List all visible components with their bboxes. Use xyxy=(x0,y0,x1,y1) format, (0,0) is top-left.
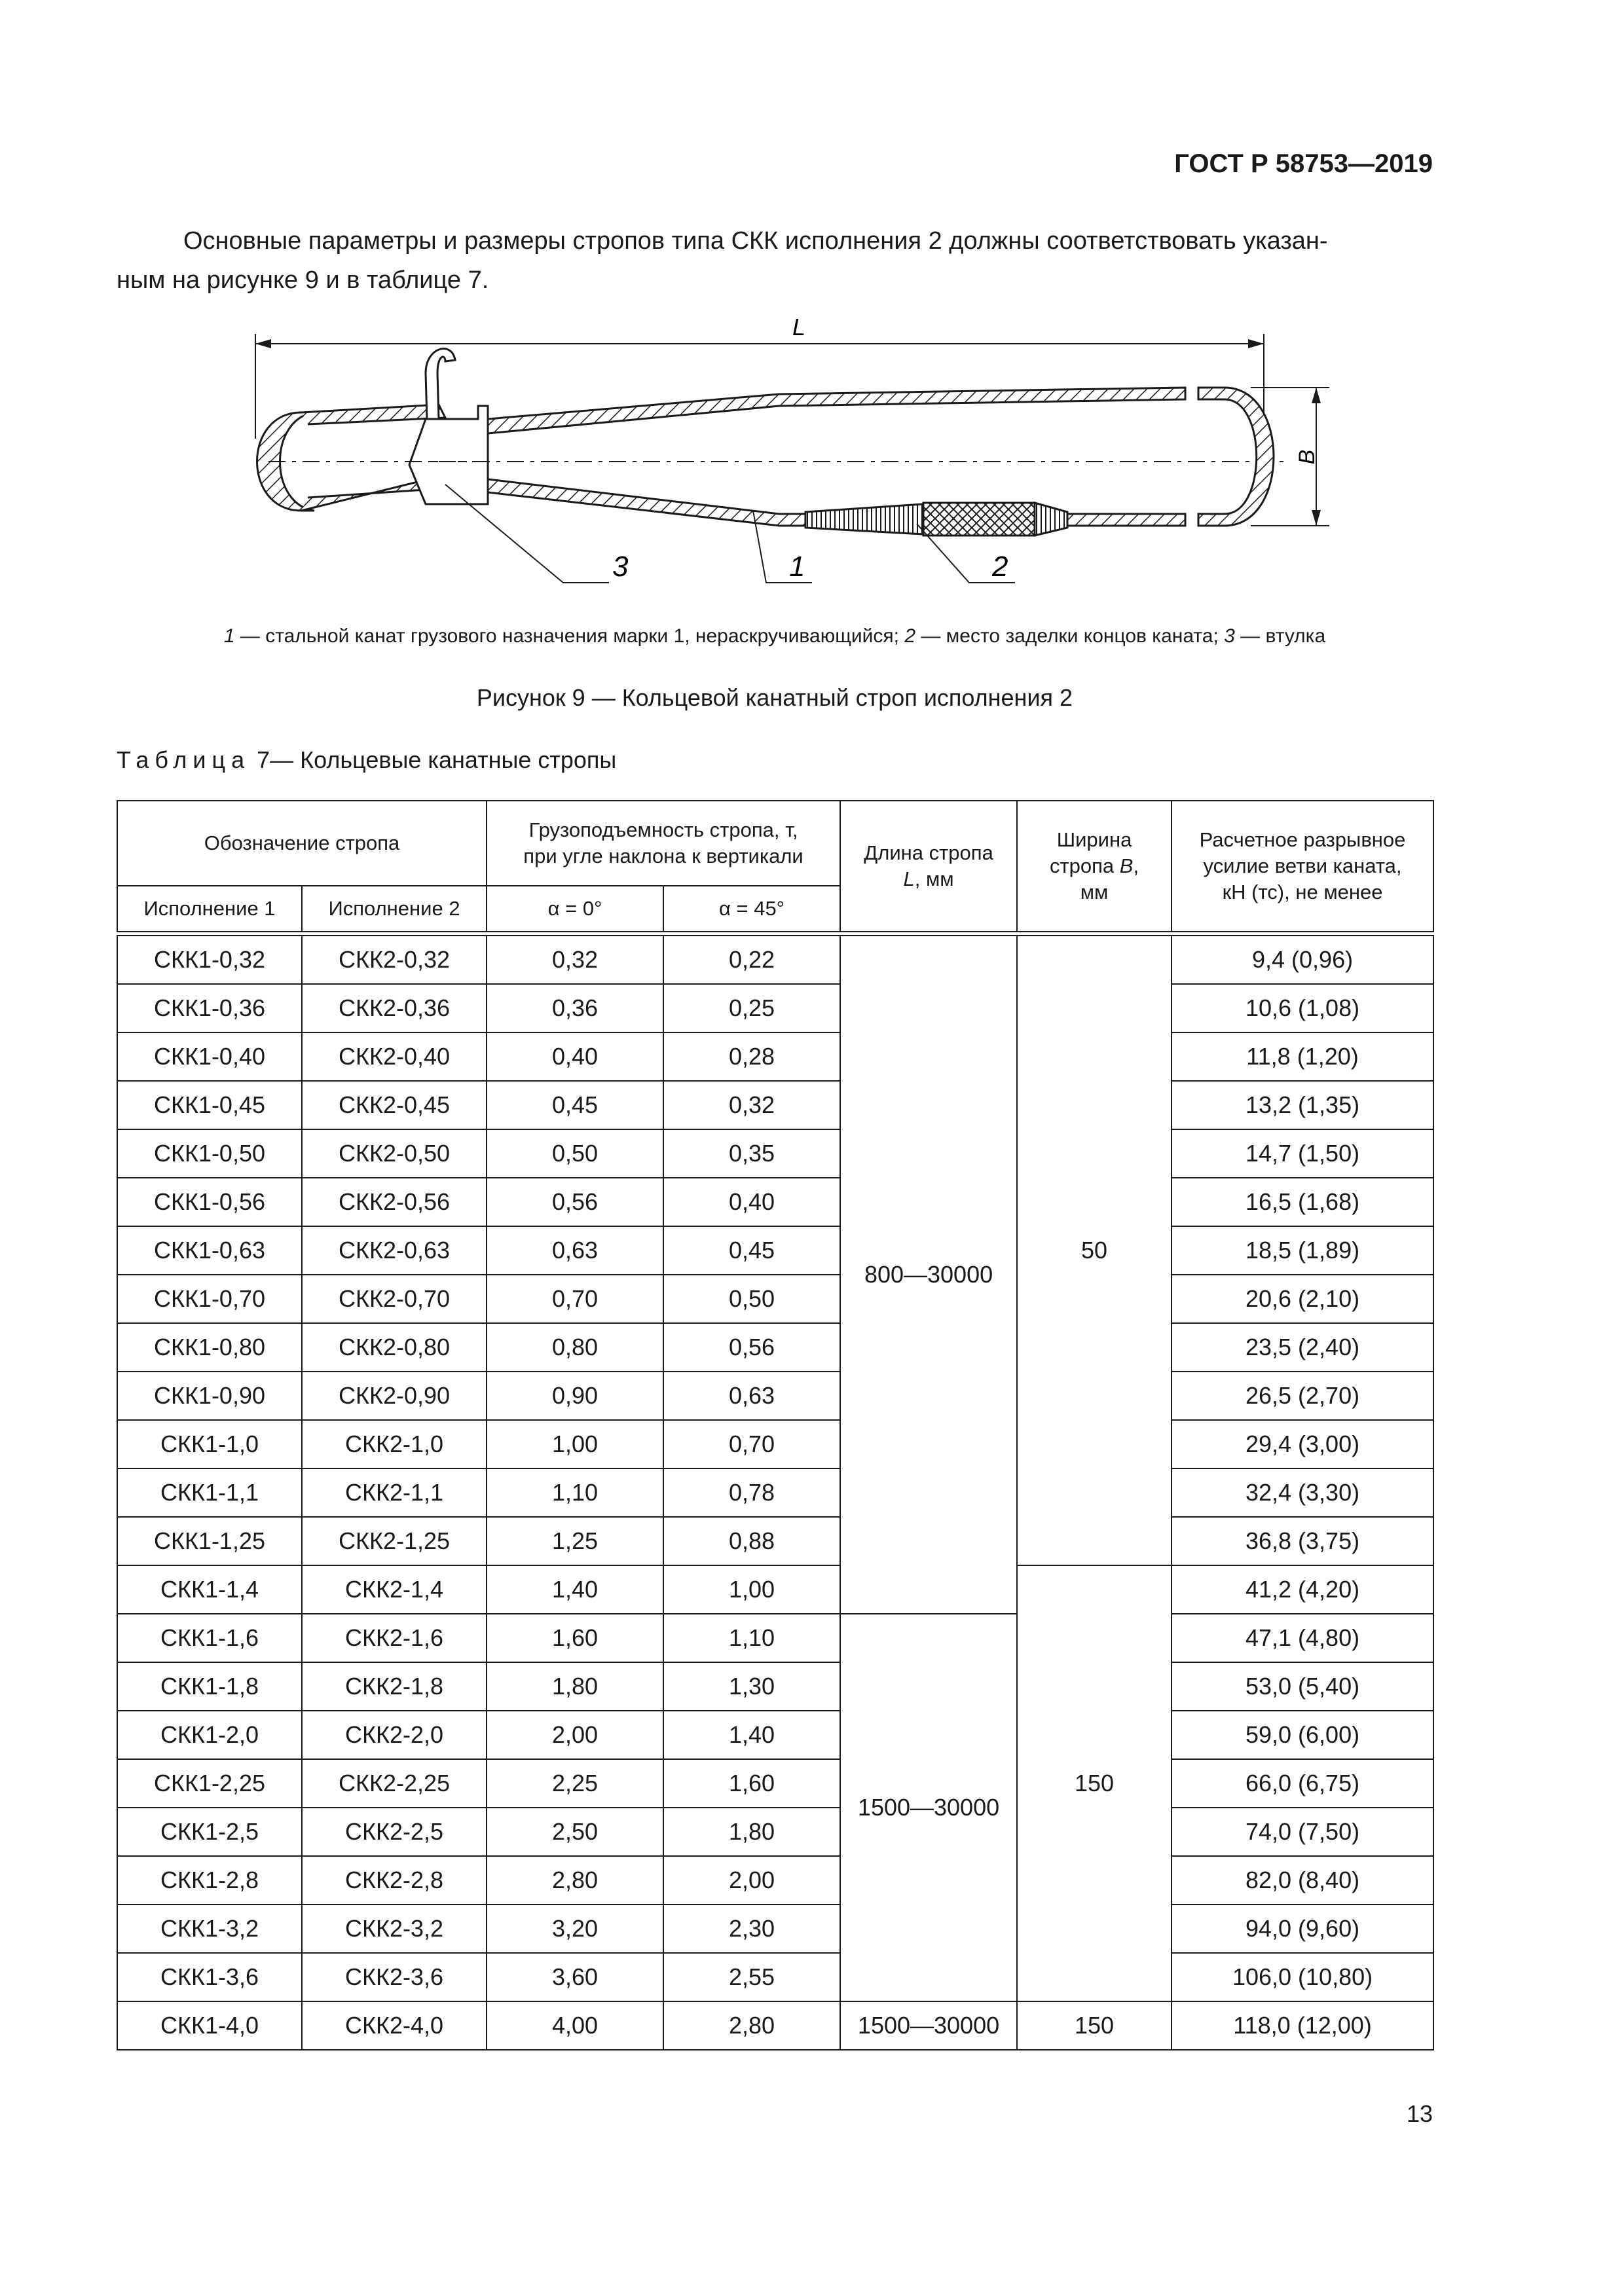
cell-capacity-alpha45: 1,30 xyxy=(663,1662,840,1711)
intro-line-1: Основные параметры и размеры стропов типа СКК исполнения 2 должны соответствовать указан- xyxy=(183,227,1328,255)
cell-capacity-alpha0: 0,56 xyxy=(487,1178,663,1226)
page-number: 13 xyxy=(1406,2100,1433,2127)
cell-length-group2: 1500—30000 xyxy=(840,1614,1017,2001)
table-title-rest: 7— Кольцевые канатные стропы xyxy=(250,746,617,773)
cell-capacity-alpha45: 2,00 xyxy=(663,1856,840,1904)
table-row xyxy=(117,1372,1433,1420)
header-force-line2: усилие ветви каната, xyxy=(1203,854,1402,877)
cell-breaking-force: 59,0 (6,00) xyxy=(1172,1711,1433,1759)
table-row xyxy=(117,1275,1433,1323)
cell-capacity-alpha0: 3,60 xyxy=(487,1953,663,2001)
legend-num-3: 3 xyxy=(1224,625,1235,647)
header-width-unit: мм xyxy=(1080,881,1109,903)
cell-capacity-alpha0: 0,32 xyxy=(487,936,663,984)
cell-breaking-force: 53,0 (5,40) xyxy=(1172,1662,1433,1711)
cell-version2: СКК2-1,25 xyxy=(302,1517,487,1565)
sleeve xyxy=(409,349,488,504)
table-row xyxy=(117,1711,1433,1759)
cell-version2: СКК2-0,70 xyxy=(302,1275,487,1323)
table-row xyxy=(117,936,1433,984)
intro-paragraph xyxy=(117,221,1433,300)
cell-version1: СКК1-3,2 xyxy=(117,1904,302,1953)
cell-breaking-force: 47,1 (4,80) xyxy=(1172,1614,1433,1662)
cell-version1: СКК1-0,63 xyxy=(117,1226,302,1275)
cell-breaking-force: 32,4 (3,30) xyxy=(1172,1468,1433,1517)
legend-text-1: — стальной канат грузового назначения марки 1, нераскручивающийся; xyxy=(234,625,905,647)
legend-text-2: — место заделки концов каната; xyxy=(915,625,1225,647)
header-length xyxy=(840,801,1017,932)
header-version2: Исполнение 2 xyxy=(302,886,487,932)
cell-capacity-alpha0: 0,45 xyxy=(487,1081,663,1129)
table-row xyxy=(117,1662,1433,1711)
cell-version1: СКК1-0,36 xyxy=(117,984,302,1032)
table-row xyxy=(117,1517,1433,1565)
width-label: B xyxy=(1295,449,1320,465)
cell-capacity-alpha0: 0,70 xyxy=(487,1275,663,1323)
cell-capacity-alpha45: 2,30 xyxy=(663,1904,840,1953)
cell-capacity-alpha45: 0,56 xyxy=(663,1323,840,1372)
cell-capacity-alpha45: 1,80 xyxy=(663,1808,840,1856)
cell-breaking-force: 118,0 (12,00) xyxy=(1172,2001,1433,2050)
cell-version2: СКК2-3,6 xyxy=(302,1953,487,2001)
cell-capacity-alpha45: 0,63 xyxy=(663,1372,840,1420)
cell-capacity-alpha45: 0,25 xyxy=(663,984,840,1032)
length-label: L xyxy=(792,314,806,340)
header-version1: Исполнение 1 xyxy=(117,886,302,932)
cell-capacity-alpha45: 2,80 xyxy=(663,2001,840,2050)
cell-breaking-force: 74,0 (7,50) xyxy=(1172,1808,1433,1856)
header-length-var: L xyxy=(903,867,915,890)
legend-num-1: 1 xyxy=(223,625,235,647)
cell-capacity-alpha0: 2,25 xyxy=(487,1759,663,1808)
cell-capacity-alpha45: 2,55 xyxy=(663,1953,840,2001)
cell-width-group1: 50 xyxy=(1017,936,1172,1565)
cell-breaking-force: 82,0 (8,40) xyxy=(1172,1856,1433,1904)
cell-version1: СКК1-1,6 xyxy=(117,1614,302,1662)
cell-capacity-alpha45: 0,78 xyxy=(663,1468,840,1517)
cell-breaking-force: 26,5 (2,70) xyxy=(1172,1372,1433,1420)
cell-breaking-force: 23,5 (2,40) xyxy=(1172,1323,1433,1372)
cell-length-group1: 800—30000 xyxy=(840,936,1017,1614)
cell-length-last: 1500—30000 xyxy=(840,2001,1017,2050)
cell-capacity-alpha0: 0,50 xyxy=(487,1129,663,1178)
table-row xyxy=(117,1129,1433,1178)
figure-legend xyxy=(117,625,1433,647)
cell-version2: СКК2-0,56 xyxy=(302,1178,487,1226)
cell-version1: СКК1-1,1 xyxy=(117,1468,302,1517)
cell-version1: СКК1-2,8 xyxy=(117,1856,302,1904)
cell-breaking-force: 20,6 (2,10) xyxy=(1172,1275,1433,1323)
header-force-line1: Расчетное разрывное xyxy=(1199,828,1406,851)
header-capacity-line1: Грузоподъемность стропа, т, xyxy=(528,818,798,841)
cell-capacity-alpha0: 3,20 xyxy=(487,1904,663,1953)
cell-width-last: 150 xyxy=(1017,2001,1172,2050)
table-row xyxy=(117,1565,1433,1614)
cell-capacity-alpha0: 4,00 xyxy=(487,2001,663,2050)
cell-capacity-alpha0: 0,36 xyxy=(487,984,663,1032)
cell-version1: СКК1-4,0 xyxy=(117,2001,302,2050)
cell-version1: СКК1-0,45 xyxy=(117,1081,302,1129)
header-width-line1: Ширина xyxy=(1056,828,1132,851)
header-alpha45: α = 45° xyxy=(663,886,840,932)
cell-capacity-alpha45: 0,88 xyxy=(663,1517,840,1565)
cell-version1: СКК1-0,90 xyxy=(117,1372,302,1420)
cell-version2: СКК2-0,45 xyxy=(302,1081,487,1129)
callout-1: 1 xyxy=(789,551,805,583)
cell-version1: СКК1-1,0 xyxy=(117,1420,302,1468)
header-force-line3: кН (тс), не менее xyxy=(1222,881,1383,903)
cell-capacity-alpha45: 1,40 xyxy=(663,1711,840,1759)
cell-version2: СКК2-2,25 xyxy=(302,1759,487,1808)
table-row xyxy=(117,1178,1433,1226)
cell-breaking-force: 29,4 (3,00) xyxy=(1172,1420,1433,1468)
header-designation: Обозначение стропа xyxy=(117,801,487,886)
header-length-line1: Длина стропа xyxy=(864,841,993,864)
header-width xyxy=(1017,801,1172,932)
cell-breaking-force: 16,5 (1,68) xyxy=(1172,1178,1433,1226)
table-label: Таблица xyxy=(117,746,251,773)
cell-capacity-alpha0: 0,63 xyxy=(487,1226,663,1275)
cell-breaking-force: 36,8 (3,75) xyxy=(1172,1517,1433,1565)
cell-breaking-force: 18,5 (1,89) xyxy=(1172,1226,1433,1275)
cell-version2: СКК2-0,40 xyxy=(302,1032,487,1081)
right-loop xyxy=(1198,388,1274,526)
cell-version2: СКК2-2,8 xyxy=(302,1856,487,1904)
cell-version2: СКК2-3,2 xyxy=(302,1904,487,1953)
cell-capacity-alpha0: 2,80 xyxy=(487,1856,663,1904)
cell-capacity-alpha45: 0,40 xyxy=(663,1178,840,1226)
cell-breaking-force: 11,8 (1,20) xyxy=(1172,1032,1433,1081)
table-row xyxy=(117,1856,1433,1904)
cell-width-group2: 150 xyxy=(1017,1565,1172,2001)
cell-version1: СКК1-0,56 xyxy=(117,1178,302,1226)
cell-version1: СКК1-0,50 xyxy=(117,1129,302,1178)
cell-breaking-force: 66,0 (6,75) xyxy=(1172,1759,1433,1808)
cell-breaking-force: 41,2 (4,20) xyxy=(1172,1565,1433,1614)
cell-version1: СКК1-2,25 xyxy=(117,1759,302,1808)
table-body xyxy=(117,936,1433,2050)
cell-version2: СКК2-0,80 xyxy=(302,1323,487,1372)
cell-capacity-alpha0: 2,50 xyxy=(487,1808,663,1856)
cell-version1: СКК1-3,6 xyxy=(117,1953,302,2001)
cell-capacity-alpha0: 1,40 xyxy=(487,1565,663,1614)
header-capacity-line2: при угле наклона к вертикали xyxy=(523,845,803,867)
table-title xyxy=(117,746,616,774)
header-alpha0: α = 0° xyxy=(487,886,663,932)
sling-drawing xyxy=(229,308,1382,615)
header-width-comma: , xyxy=(1133,854,1139,877)
cell-version2: СКК2-4,0 xyxy=(302,2001,487,2050)
cell-version1: СКК1-1,4 xyxy=(117,1565,302,1614)
cell-breaking-force: 13,2 (1,35) xyxy=(1172,1081,1433,1129)
cell-version2: СКК2-1,6 xyxy=(302,1614,487,1662)
table-row xyxy=(117,1323,1433,1372)
header-capacity xyxy=(487,801,840,886)
table-row xyxy=(117,984,1433,1032)
cell-capacity-alpha0: 1,00 xyxy=(487,1420,663,1468)
cell-capacity-alpha45: 0,28 xyxy=(663,1032,840,1081)
legend-text-3: — втулка xyxy=(1234,625,1326,647)
cell-version2: СКК2-0,63 xyxy=(302,1226,487,1275)
callout-3: 3 xyxy=(612,551,629,583)
cell-version2: СКК2-2,5 xyxy=(302,1808,487,1856)
header-width-var: B xyxy=(1119,854,1134,877)
cell-version1: СКК1-2,5 xyxy=(117,1808,302,1856)
cell-capacity-alpha0: 1,10 xyxy=(487,1468,663,1517)
cell-capacity-alpha45: 1,00 xyxy=(663,1565,840,1614)
callout-2: 2 xyxy=(992,551,1008,583)
cell-version1: СКК1-0,70 xyxy=(117,1275,302,1323)
cell-version1: СКК1-0,32 xyxy=(117,936,302,984)
cell-capacity-alpha45: 0,45 xyxy=(663,1226,840,1275)
cell-capacity-alpha0: 1,80 xyxy=(487,1662,663,1711)
splice-zone xyxy=(805,503,1067,536)
cell-capacity-alpha45: 0,70 xyxy=(663,1420,840,1468)
cell-version2: СКК2-1,8 xyxy=(302,1662,487,1711)
length-dimension xyxy=(255,334,1264,439)
cell-breaking-force: 94,0 (9,60) xyxy=(1172,1904,1433,1953)
cell-capacity-alpha0: 0,40 xyxy=(487,1032,663,1081)
cell-capacity-alpha45: 0,50 xyxy=(663,1275,840,1323)
cell-version1: СКК1-0,80 xyxy=(117,1323,302,1372)
sling-table xyxy=(117,800,1434,2050)
table-row xyxy=(117,1032,1433,1081)
table-row xyxy=(117,1468,1433,1517)
cell-version2: СКК2-1,4 xyxy=(302,1565,487,1614)
table-row xyxy=(117,2001,1433,2050)
cell-version2: СКК2-1,1 xyxy=(302,1468,487,1517)
cell-capacity-alpha45: 0,22 xyxy=(663,936,840,984)
cell-capacity-alpha0: 0,80 xyxy=(487,1323,663,1372)
cell-version2: СКК2-0,36 xyxy=(302,984,487,1032)
cell-capacity-alpha45: 0,32 xyxy=(663,1081,840,1129)
cell-breaking-force: 9,4 (0,96) xyxy=(1172,936,1433,984)
table-row xyxy=(117,1808,1433,1856)
table-row xyxy=(117,1953,1433,2001)
table-row xyxy=(117,1226,1433,1275)
cell-capacity-alpha0: 1,60 xyxy=(487,1614,663,1662)
cell-version2: СКК2-2,0 xyxy=(302,1711,487,1759)
cell-version1: СКК1-2,0 xyxy=(117,1711,302,1759)
figure-caption: Рисунок 9 — Кольцевой канатный строп исполнения 2 xyxy=(476,684,1073,711)
cell-breaking-force: 14,7 (1,50) xyxy=(1172,1129,1433,1178)
cell-capacity-alpha45: 1,60 xyxy=(663,1759,840,1808)
legend-num-2: 2 xyxy=(904,625,916,647)
header-length-unit: , мм xyxy=(914,867,954,890)
sling-figure xyxy=(229,308,1382,615)
standard-number: ГОСТ Р 58753—2019 xyxy=(1174,149,1433,178)
cell-capacity-alpha0: 0,90 xyxy=(487,1372,663,1420)
cell-breaking-force: 10,6 (1,08) xyxy=(1172,984,1433,1032)
cell-version1: СКК1-1,8 xyxy=(117,1662,302,1711)
cell-version2: СКК2-0,32 xyxy=(302,936,487,984)
cell-version2: СКК2-0,90 xyxy=(302,1372,487,1420)
table-row xyxy=(117,1614,1433,1662)
cell-version1: СКК1-1,25 xyxy=(117,1517,302,1565)
cell-capacity-alpha0: 2,00 xyxy=(487,1711,663,1759)
cell-breaking-force: 106,0 (10,80) xyxy=(1172,1953,1433,2001)
table-row xyxy=(117,1759,1433,1808)
table-row xyxy=(117,1420,1433,1468)
cell-version2: СКК2-1,0 xyxy=(302,1420,487,1468)
cell-version1: СКК1-0,40 xyxy=(117,1032,302,1081)
header-width-line2: стропа xyxy=(1049,854,1120,877)
cell-capacity-alpha45: 1,10 xyxy=(663,1614,840,1662)
cell-capacity-alpha45: 0,35 xyxy=(663,1129,840,1178)
table-row xyxy=(117,1904,1433,1953)
cell-version2: СКК2-0,50 xyxy=(302,1129,487,1178)
header-force xyxy=(1172,801,1433,932)
table-row xyxy=(117,1081,1433,1129)
cell-capacity-alpha0: 1,25 xyxy=(487,1517,663,1565)
intro-line-2: ным на рисунке 9 и в таблице 7. xyxy=(117,266,489,294)
